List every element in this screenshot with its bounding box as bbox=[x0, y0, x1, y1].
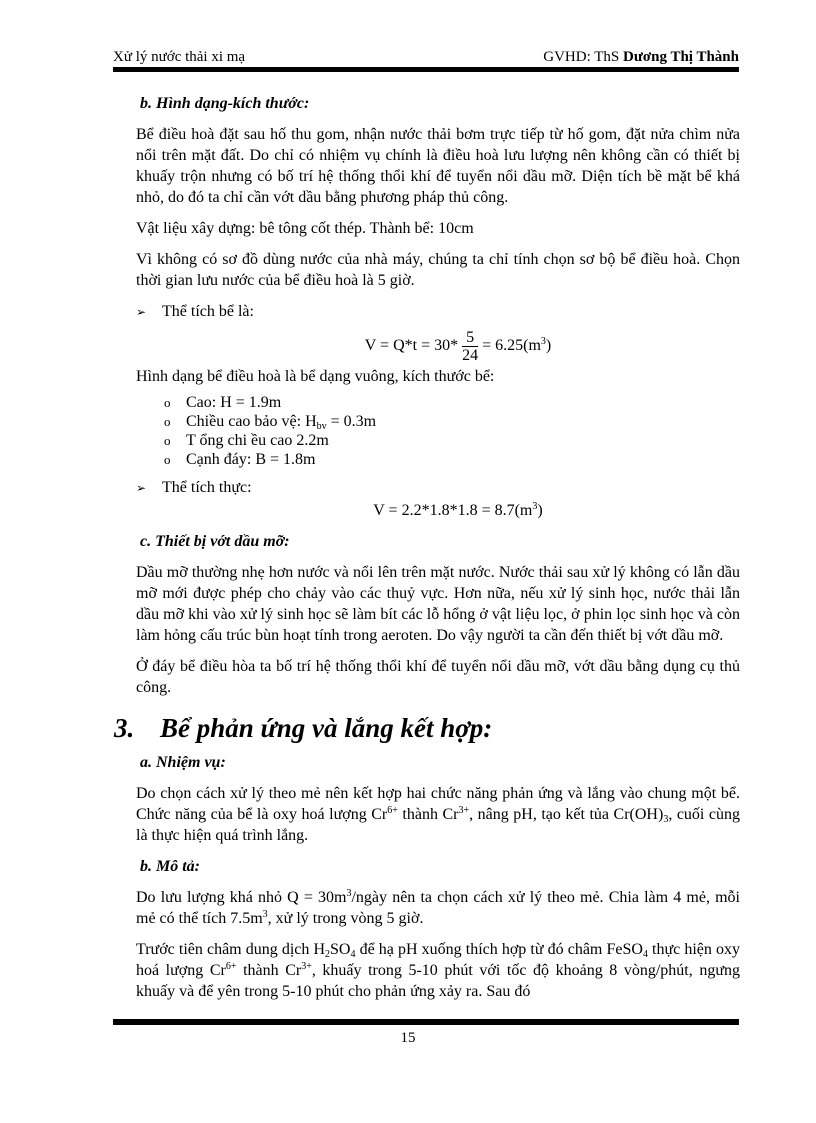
subsection-title-task: a. Nhiệm vụ: bbox=[140, 754, 226, 771]
page-number: 15 bbox=[400, 1030, 416, 1046]
arrow-list-item: ➢ Thể tích bể là: bbox=[136, 301, 740, 323]
subsection-title-description: b. Mô tả: bbox=[140, 858, 200, 875]
circle-bullet-icon: o bbox=[164, 433, 171, 448]
header-rule bbox=[113, 67, 739, 72]
real-volume-formula: $V = 2.2*1.8*1.8 = 8.7(m^3)$ bbox=[373, 501, 543, 519]
list-item: o Cạnh đáy: B = 1.8m bbox=[164, 451, 316, 468]
circle-bullet-icon: o bbox=[164, 452, 171, 467]
dimension-list bbox=[136, 393, 740, 469]
paragraph: Hình dạng bể điều hoà là bể dạng vuông, kích thước bể: bbox=[136, 368, 495, 385]
page-body bbox=[114, 93, 741, 1012]
header-supervisor: GVHD: ThS Dương Thị Thành bbox=[543, 49, 739, 65]
paragraph: Trước tiên châm dung dịch $H_2SO_4$ để hạ pH xuống thích hợp từ đó châm FeSO$_4$ thực hiện oxy hoá lượng $Cr^{6+}$ thành $Cr^{3+}$, khuấy trong 5-10 phút với tốc độ khoảng 8 vòng/phút, ngưng khuấy và để yên trong 5-10 phút cho phản ứng xảy ra. Sau đó bbox=[136, 941, 741, 1000]
fraction: $\frac{5}{24}$ bbox=[462, 329, 479, 364]
page-header bbox=[113, 49, 739, 67]
arrow-bullet-icon: ➢ bbox=[136, 481, 147, 495]
paragraph: Do lưu lượng khá nhỏ $Q = 30m^3$/ngày nên ta chọn cách xử lý theo mẻ. Chia làm 4 mẻ, mỗi mẻ có thể tích $7.5m^3$, xử lý trong vòng 5 giờ. bbox=[136, 888, 740, 927]
supervisor-name: Dương Thị Thành bbox=[623, 49, 739, 65]
paragraph: Ở đáy bể điều hòa ta bố trí hệ thống thổi khí để tuyển nổi dầu mỡ, vớt dầu bằng dụng cụ thủ công. bbox=[136, 658, 740, 696]
list-item: o Cao: H = 1.9m bbox=[164, 394, 282, 411]
header-title: Xử lý nước thải xi mạ bbox=[113, 49, 246, 65]
footer-rule bbox=[113, 1019, 739, 1025]
arrow-bullet-icon: ➢ bbox=[136, 305, 147, 319]
section-heading: 3. Bể phản ứng và lắng kết hợp: bbox=[114, 713, 493, 743]
paragraph: Vật liệu xây dựng: bê tông cốt thép. Thành bể: 10cm bbox=[136, 220, 474, 237]
list-item: o Chiều cao bảo vệ: $H_{bv} = 0.3m$ bbox=[164, 413, 377, 432]
paragraph: Do chọn cách xử lý theo mẻ nên kết hợp hai chức năng phản ứng và lắng vào chung một bể. Chức năng của bể là oxy hoá lượng $Cr^{6+}$ thành $Cr^{3+}$, nâng pH, tạo kết tủa $Cr(OH)_3$, cuối cùng là thực hiện quá trình lắng. bbox=[136, 785, 741, 844]
list-item: o T ổng chi ều cao 2.2m bbox=[164, 432, 329, 449]
subsection-title-oil-skimmer: c. Thiết bị vớt dầu mỡ: bbox=[140, 533, 290, 550]
subsection-title-shape-size: b. Hình dạng-kích thước: bbox=[140, 95, 310, 112]
paragraph: Vì không có sơ đồ dùng nước của nhà máy, chúng ta chỉ tính chọn sơ bộ bể điều hoà. Chọn thời gian lưu nước của bể điều hoà là 5 giờ. bbox=[136, 251, 740, 289]
paragraph: Dầu mỡ thường nhẹ hơn nước và nổi lên trên mặt nước. Nước thải sau xử lý không có lẫn dầu mỡ mới được phép cho chảy vào các thuỷ vực. Hơn nữa, nếu xử lý sinh học, nước thải lẫn dầu mỡ khi vào xử lý sinh học sẽ làm bít các lỗ hổng ở vật liệu lọc, ở phin lọc sinh học và còn làm hỏng cấu trúc bùn hoạt tính trong aeroten. Do vậy người ta cần đến thiết bị vớt dầu mỡ. bbox=[136, 564, 740, 644]
paragraph: Bể điều hoà đặt sau hố thu gom, nhận nước thải bơm trực tiếp từ hố gom, đặt nửa chìm nửa nổi trên mặt đất. Do chỉ có nhiệm vụ chính là điều hoà lưu lượng nên không cần có thiết bị khuấy trộn nhưng có bố trí hệ thống thổi khí để tuyển nổi dầu mỡ. Diện tích bề mặt bể khá nhỏ, do đó ta chỉ cần vớt dầu bằng phương pháp thủ công. bbox=[136, 126, 740, 206]
circle-bullet-icon: o bbox=[164, 414, 171, 429]
circle-bullet-icon: o bbox=[164, 395, 171, 410]
arrow-list-item: ➢ Thể tích thực: bbox=[136, 477, 740, 499]
volume-formula: V = Q*t = 30* $\frac{5}{24}$ = $6.25(m^3)$ bbox=[364, 329, 552, 364]
